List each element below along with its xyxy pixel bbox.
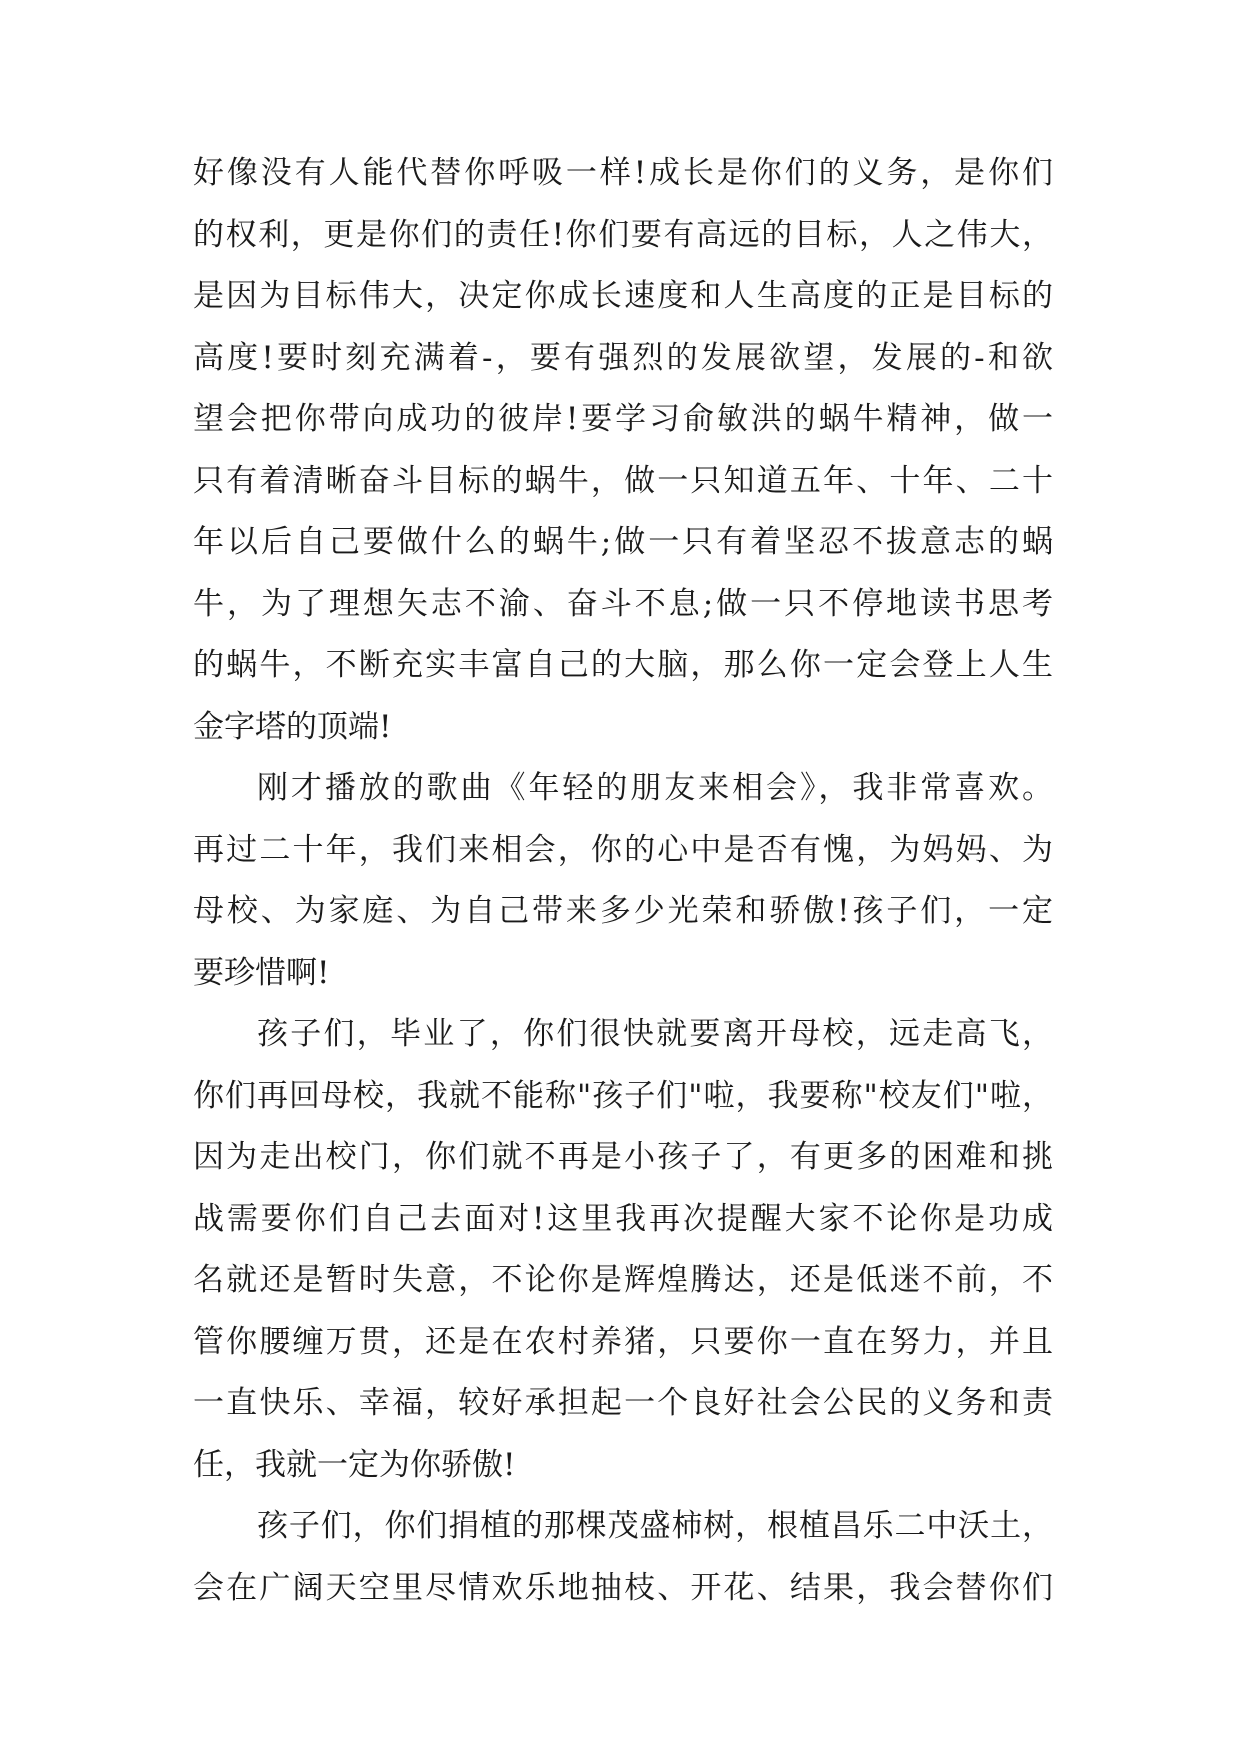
text-line: 任，我就一定为你骄傲!: [193, 1446, 516, 1483]
text-line: 再过二十年，我们来相会，你的心中是否有愧，为妈妈、为: [193, 831, 1053, 868]
text-line: 你们再回母校，我就不能称"孩子们"啦，我要称"校友们"啦，: [193, 1077, 1053, 1114]
paragraph: [193, 1004, 1053, 1496]
text-line: 名就还是暂时失意，不论你是辉煌腾达，还是低迷不前，不: [193, 1262, 1053, 1298]
text-line: 因为走出校门，你们就不再是小孩子了，有更多的困难和挑: [193, 1139, 1053, 1175]
text-line: 高度!要时刻充满着-，要有强烈的发展欲望，发展的-和欲: [193, 339, 1053, 376]
text-line: 孩子们，毕业了，你们很快就要离开母校，远走高飞，: [257, 1016, 1053, 1052]
text-line: 孩子们，你们捐植的那棵茂盛柿树，根植昌乐二中沃土，: [257, 1508, 1053, 1544]
text-line: 是因为目标伟大，决定你成长速度和人生高度的正是目标的: [193, 278, 1053, 314]
text-line: 要珍惜啊!: [193, 954, 330, 991]
text-line: 会在广阔天空里尽情欢乐地抽枝、开花、结果，我会替你们: [193, 1569, 1053, 1606]
text-line: 年以后自己要做什么的蜗牛;做一只有着坚忍不拔意志的蜗: [193, 524, 1053, 560]
text-line: 牛，为了理想矢志不渝、奋斗不息;做一只不停地读书思考: [193, 585, 1053, 622]
text-line: 金字塔的顶端!: [193, 708, 392, 745]
paragraph: [193, 1496, 1053, 1619]
text-line: 望会把你带向成功的彼岸!要学习俞敏洪的蜗牛精神，做一: [193, 401, 1053, 437]
text-line: 刚才播放的歌曲《年轻的朋友来相会》，我非常喜欢。: [257, 770, 1053, 806]
text-line: 母校、为家庭、为自己带来多少光荣和骄傲!孩子们，一定: [193, 893, 1053, 929]
text-line: 的蜗牛，不断充实丰富自己的大脑，那么你一定会登上人生: [193, 647, 1053, 683]
document-body: [193, 143, 1053, 1619]
paragraph: [193, 758, 1053, 1004]
paragraph: [193, 143, 1053, 758]
text-line: 的权利，更是你们的责任!你们要有高远的目标，人之伟大，: [193, 216, 1053, 253]
text-line: 只有着清晰奋斗目标的蜗牛，做一只知道五年、十年、二十: [193, 462, 1053, 499]
text-line: 管你腰缠万贯，还是在农村养猪，只要你一直在努力，并且: [193, 1323, 1053, 1360]
text-line: 好像没有人能代替你呼吸一样!成长是你们的义务，是你们: [193, 155, 1053, 191]
text-line: 战需要你们自己去面对!这里我再次提醒大家不论你是功成: [193, 1200, 1053, 1237]
text-line: 一直快乐、幸福，较好承担起一个良好社会公民的义务和责: [193, 1385, 1053, 1421]
